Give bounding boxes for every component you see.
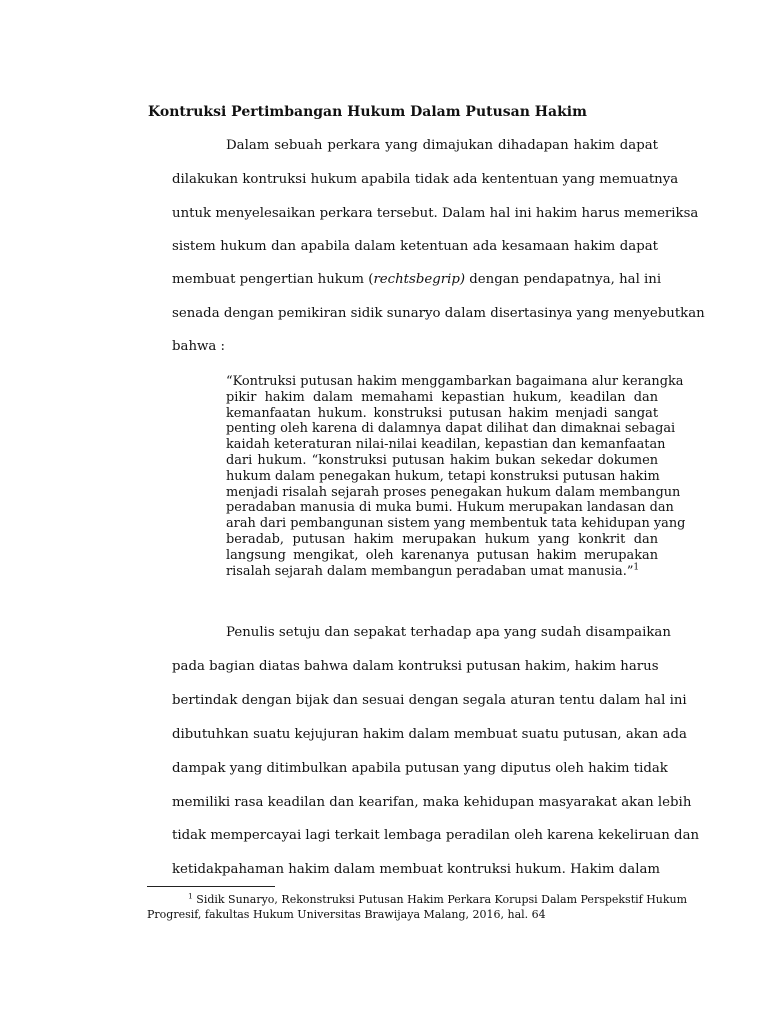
- document-title: Kontruksi Pertimbangan Hukum Dalam Putusan Hakim: [148, 104, 587, 120]
- footnote-line: [188, 891, 688, 906]
- paragraph-line: ketidakpahaman hakim dalam membuat kontruksi hukum. Hakim dalam: [172, 862, 660, 878]
- quote-line: beradab, putusan hakim merupakan hukum yang konkrit dan: [226, 532, 658, 547]
- paragraph-line: senada dengan pemikiran sidik sunaryo dalam disertasinya yang menyebutkan: [172, 306, 705, 321]
- quote-line: [226, 564, 658, 579]
- paragraph-line: pada bagian diatas bahwa dalam kontruksi putusan hakim, hakim harus: [172, 658, 659, 674]
- footnote-reference: 1: [633, 562, 640, 573]
- quote-last-text: risalah sejarah dalam membangun peradaban umat manusia.”: [226, 563, 634, 579]
- paragraph-line: untuk menyelesaikan perkara tersebut. Dalam hal ini hakim harus memeriksa: [172, 206, 699, 221]
- paragraph-line: dilakukan kontruksi hukum apabila tidak ada kententuan yang memuatnya: [172, 172, 679, 187]
- paragraph-line: dampak yang ditimbulkan apabila putusan yang diputus oleh hakim tidak: [172, 760, 668, 776]
- quote-line: hukum dalam penegakan hukum, tetapi konstruksi putusan hakim: [226, 468, 660, 484]
- quote-line: penting oleh karena di dalamnya dapat dilihat dan dimaknai sebagai: [226, 421, 676, 437]
- paragraph-line: tidak mempercayai lagi terkait lembaga peradilan oleh karena kekeliruan dan: [172, 828, 700, 844]
- paragraph-line: dibutuhkan suatu kejujuran hakim dalam membuat suatu putusan, akan ada: [172, 726, 687, 742]
- paragraph-line: bahwa :: [172, 339, 226, 354]
- text-segment: membuat pengertian hukum (: [172, 272, 374, 287]
- quote-line: pikir hakim dalam memahami kepastian hukum, keadilan dan: [226, 389, 658, 405]
- quote-line: langsung mengikat, oleh karenanya putusan hakim merupakan: [226, 547, 658, 563]
- quote-line: “Kontruksi putusan hakim menggambarkan bagaimana alur kerangka: [226, 374, 684, 389]
- paragraph-line: sistem hukum dan apabila dalam ketentuan ada kesamaan hakim dapat: [172, 239, 658, 254]
- footnote-number: 1: [188, 891, 193, 901]
- quote-line: peradaban manusia di muka bumi. Hukum merupakan landasan dan: [226, 500, 674, 516]
- paragraph-line: bertindak dengan bijak dan sesuai dengan segala aturan tentu dalam hal ini: [172, 692, 687, 708]
- footnote-line: Progresif, fakultas Hukum Universitas Brawijaya Malang, 2016, hal. 64: [147, 908, 546, 921]
- paragraph-line: Dalam sebuah perkara yang dimajukan dihadapan hakim dapat: [226, 138, 658, 153]
- text-segment: dengan pendapatnya, hal ini: [465, 272, 662, 287]
- paragraph-line: [172, 272, 662, 288]
- italic-term: rechtsbegrip): [373, 272, 466, 287]
- quote-line: kaidah keteraturan nilai-nilai keadilan, kepastian dan kemanfaatan: [226, 437, 666, 453]
- quote-line: arah dari pembangunan sistem yang membentuk tata kehidupan yang: [226, 516, 686, 532]
- quote-line: dari hukum. “konstruksi putusan hakim bukan sekedar dokumen: [226, 453, 658, 468]
- paragraph-line: Penulis setuju dan sepakat terhadap apa yang sudah disampaikan: [226, 625, 671, 640]
- quote-line: menjadi risalah sejarah proses penegakan hukum dalam membangun: [226, 484, 681, 500]
- footnote-separator: [147, 886, 275, 887]
- quote-line: kemanfaatan hukum. konstruksi putusan hakim menjadi sangat: [226, 405, 658, 421]
- footnote-text: Sidik Sunaryo, Rekonstruksi Putusan Hakim Perkara Korupsi Dalam Perspekstif Hukum: [196, 893, 688, 906]
- paragraph-line: memiliki rasa keadilan dan kearifan, maka kehidupan masyarakat akan lebih: [172, 794, 692, 810]
